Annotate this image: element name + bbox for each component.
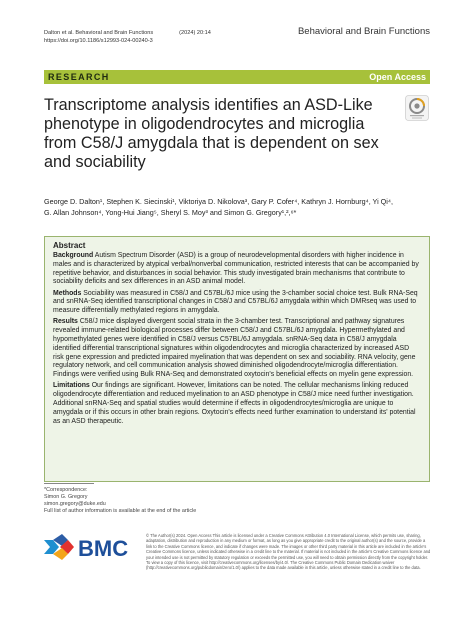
abstract-methods xyxy=(53,290,421,316)
footnote-divider xyxy=(44,483,94,484)
article-title: Transcriptome analysis identifies an ASD-Like phenotype in oligodendrocytes and microglia from C58/J amygdala that is dependent on sex and sociability xyxy=(44,96,379,171)
results-text: C58/J mice displayed divergent social strata in the 3-chamber test. Transcriptional and pathway signatures revealed immune-related biological processes differ between C58/J and C57BL/6J amygdala. Hypermethylated and hypomethylated genes were identified in C58/J versus C57BL/6J amygdala. snRNA-Seq data in C58/J amygdala identified differential transcriptional signatures within oligodendrocytes and microglia characterized by increased ASD risk gene expression and predicted impaired myelination that was dependent on sex and sociability. RNA velocity, gene regulatory network, and cell communication analysis showed diminished oligodendrocyte/microglia differentiation. Findings were verified using Bulk RNA-Seq and demonstrated oxytocin's beneficial effects on myelin gene expression. xyxy=(53,318,416,379)
methods-text: Sociability was measured in C58/J and C57BL/6J mice using the 3-chamber social choice test. Bulk RNA-Seq and snRNA-Seq identified transcriptional changes in C58/J and C57BL/6J amygdala within which DMRseq was used to measure differentially methylated regions in amygdala. xyxy=(53,289,418,315)
doi-link[interactable]: https://doi.org/10.1186/s12993-024-00240-3 xyxy=(44,38,153,44)
correspondence-label: *Correspondence: xyxy=(44,487,88,493)
bmc-logo-text: BMC xyxy=(78,536,129,561)
abstract-body xyxy=(53,252,421,429)
abstract-heading: Abstract xyxy=(53,241,86,250)
abstract-results xyxy=(53,318,421,380)
author-line-1: George D. Dalton¹, Stephen K. Siecinski¹, Viktoriya D. Nikolova³, Gary P. Cofer⁴, Kathryn J. Hornburg⁴, Yi Qi⁴, xyxy=(44,197,393,206)
running-authors: Dalton et al. Behavioral and Brain Functions xyxy=(44,30,154,36)
correspondence-name: Simon G. Gregory xyxy=(44,494,88,500)
correspondence-email[interactable]: simon.gregory@duke.edu xyxy=(44,501,106,507)
open-access-label: Open Access xyxy=(369,72,426,82)
methods-label: Methods xyxy=(53,289,82,297)
bmc-logo xyxy=(44,530,144,564)
abstract-background xyxy=(53,252,421,287)
running-header xyxy=(44,29,237,45)
background-label: Background xyxy=(53,252,94,259)
limitations-text: Our findings are significant. However, limitations can be noted. The cellular mechanisms linking reduced oligodendrocyte differentiation and reduced myelination to an ASD phenotype in C58/J mice need further investigation. Additional snRNA-Seq and spatial studies would determine if effects in oligodendrocytes/microglia are unique to amygdala or if this occurs in other brain regions. Oxytocin's effects need further examination to understand its' potential as an ASD therapeutic. xyxy=(53,382,416,425)
check-for-updates-icon[interactable] xyxy=(405,95,429,121)
author-line-2: G. Allan Johnson⁴, Yong-Hui Jiang⁵, Sheryl S. Moy³ and Simon G. Gregory¹,²,⁶* xyxy=(44,207,297,217)
year-page: (2024) 20:14 xyxy=(179,30,211,36)
license-text: © The Author(s) 2024. Open Access This article is licensed under a Creative Commons Attribution 4.0 International License, which permits use, sharing, adaptation, distribution and reproduction in any medium or format, as long as you give appropriate credit to the original author(s) and the source, provide a link to the Creative Commons licence, and indicate if changes were made. The images or other third party material in this article are included in the article's Creative Commons licence, unless indicated otherwise in a credit line to the material. If material is not included in the article's Creative Commons licence and your intended use is not permitted by statutory regulation or exceeds the permitted use, you will need to obtain permission directly from the copyright holder. To view a copy of this licence, visit http://creativecommons.org/licenses/by/4.0/. The Creative Commons Public Domain Dedication waiver (http://creativecommons.org/publicdomain/zero/1.0/) applies to the data made available in this article, unless otherwise stated in a credit line to the data. xyxy=(146,533,431,571)
abstract-box xyxy=(44,236,430,482)
section-label: RESEARCH xyxy=(48,72,110,82)
abstract-limitations xyxy=(53,382,421,426)
section-bar xyxy=(44,70,430,84)
results-label: Results xyxy=(53,318,78,326)
limitations-label: Limitations xyxy=(53,382,90,390)
correspondence-block xyxy=(44,487,196,515)
background-text: Autism Spectrum Disorder (ASD) is a group of neurodevelopmental disorders with higher incidence in males and is characterized by atypical verbal/nonverbal communication, restricted interests that can be accompanied by repetitive behavior, and disturbances in social behavior. This study investigated brain mechanisms that contribute to sociability deficits and sex differences in an ASD animal model. xyxy=(53,252,419,286)
author-list xyxy=(44,197,432,218)
journal-name: Behavioral and Brain Functions xyxy=(297,26,430,37)
author-info-note: Full list of author information is available at the end of the article xyxy=(44,508,197,514)
